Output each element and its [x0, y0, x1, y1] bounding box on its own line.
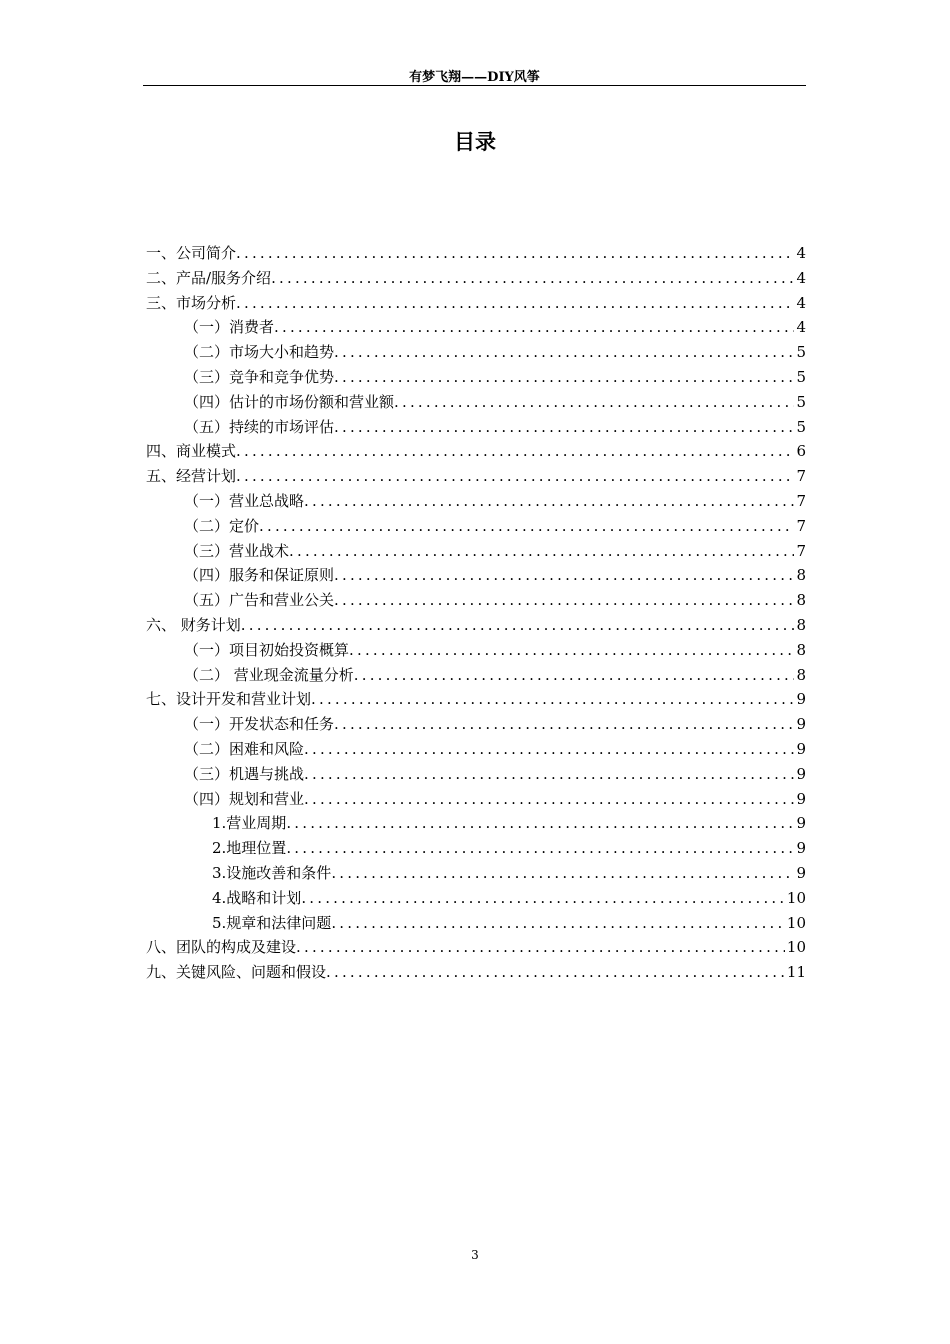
- toc-entry-page: 4: [796, 244, 806, 262]
- toc-entry[interactable]: [146, 464, 806, 489]
- toc-entry-title: （一）营业总战略: [184, 491, 305, 510]
- toc-dot-leader: [334, 712, 794, 737]
- toc-entry-page: 9: [796, 789, 806, 808]
- toc-dot-leader: [271, 266, 794, 291]
- toc-entry[interactable]: [146, 613, 806, 638]
- toc-dot-leader: [274, 315, 794, 340]
- toc-entry-title: （四）规划和营业: [184, 789, 305, 808]
- toc-entry-title: （一）项目初始投资概算: [184, 640, 350, 659]
- toc-dot-leader: [334, 340, 794, 365]
- toc-dot-leader: [304, 737, 794, 762]
- toc-entry-page: 10: [786, 938, 806, 957]
- toc-entry-page: 5: [796, 343, 806, 362]
- toc-dot-leader: [259, 514, 794, 539]
- toc-entry-title: 五、经营计划: [146, 467, 237, 486]
- toc-dot-leader: [236, 241, 794, 266]
- toc-dot-leader: [331, 861, 794, 886]
- toc-entry-title: （三）营业战术: [184, 541, 290, 560]
- toc-dot-leader: [289, 539, 794, 564]
- toc-entry[interactable]: [146, 588, 806, 613]
- toc-entry-title: （五）持续的市场评估: [184, 417, 335, 436]
- toc-entry-page: 4: [796, 318, 806, 337]
- toc-entry-page: 8: [796, 640, 806, 659]
- toc-entry-title: （二） 营业现金流量分析: [184, 665, 354, 684]
- toc-entry-page: 8: [796, 591, 806, 610]
- toc-entry-title: （四）服务和保证原则: [184, 566, 335, 585]
- toc-entry-title: 1.营业周期: [212, 814, 287, 833]
- toc-entry-page: 9: [796, 863, 806, 882]
- toc-entry[interactable]: [146, 886, 806, 911]
- toc-entry-title: （三）竞争和竞争优势: [184, 367, 335, 386]
- toc-entry-page: 9: [796, 715, 806, 734]
- toc-entry-title: （三）机遇与挑战: [184, 764, 305, 783]
- toc-dot-leader: [236, 464, 794, 489]
- toc-dot-leader: [301, 886, 785, 911]
- table-of-contents: [146, 241, 806, 985]
- toc-dot-leader: [349, 638, 794, 663]
- toc-entry-page: 6: [796, 442, 806, 461]
- toc-entry-page: 5: [796, 367, 806, 386]
- toc-entry-title: （四）估计的市场份额和营业额: [184, 392, 395, 411]
- toc-entry-page: 9: [796, 764, 806, 783]
- toc-entry[interactable]: [146, 787, 806, 812]
- toc-entry-title: 八、团队的构成及建设: [146, 938, 297, 957]
- toc-entry[interactable]: [146, 861, 806, 886]
- toc-entry-title: 4.战略和计划: [212, 888, 302, 907]
- toc-dot-leader: [334, 415, 794, 440]
- toc-entry[interactable]: [146, 563, 806, 588]
- toc-entry-page: 8: [796, 566, 806, 585]
- toc-entry-title: 一、公司简介: [146, 244, 237, 262]
- toc-dot-leader: [304, 762, 794, 787]
- toc-dot-leader: [354, 663, 795, 688]
- toc-entry-title: （二）市场大小和趋势: [184, 343, 335, 362]
- toc-entry[interactable]: [146, 390, 806, 415]
- toc-entry-title: 二、产品/服务介绍: [146, 268, 272, 287]
- toc-entry[interactable]: [146, 241, 806, 266]
- toc-dot-leader: [331, 911, 785, 936]
- toc-entry[interactable]: [146, 514, 806, 539]
- toc-dot-leader: [326, 960, 785, 985]
- toc-dot-leader: [286, 811, 794, 836]
- toc-dot-leader: [304, 787, 794, 812]
- toc-entry-title: 三、市场分析: [146, 293, 237, 312]
- toc-entry[interactable]: [146, 315, 806, 340]
- toc-entry-page: 10: [786, 888, 806, 907]
- toc-entry-title: 3.设施改善和条件: [212, 863, 332, 882]
- toc-entry-title: （二）困难和风险: [184, 739, 305, 758]
- toc-entry[interactable]: [146, 539, 806, 564]
- toc-entry-title: （一）消费者: [184, 318, 275, 337]
- toc-entry-page: 9: [796, 690, 806, 709]
- toc-entry[interactable]: [146, 489, 806, 514]
- toc-entry[interactable]: [146, 266, 806, 291]
- toc-entry-page: 8: [796, 615, 806, 634]
- toc-entry[interactable]: [146, 911, 806, 936]
- toc-entry-page: 4: [796, 268, 806, 287]
- toc-entry-title: 九、关键风险、问题和假设: [146, 963, 327, 982]
- toc-entry-page: 9: [796, 814, 806, 833]
- toc-entry-page: 9: [796, 739, 806, 758]
- toc-entry-title: 5.规章和法律问题: [212, 913, 332, 932]
- toc-entry-page: 10: [786, 913, 806, 932]
- toc-entry[interactable]: [146, 638, 806, 663]
- toc-entry-title: 2.地理位置: [212, 839, 287, 858]
- toc-entry[interactable]: [146, 712, 806, 737]
- toc-entry-page: 4: [796, 293, 806, 312]
- toc-entry-title: （五）广告和营业公关: [184, 591, 335, 610]
- toc-entry-page: 9: [796, 839, 806, 858]
- toc-entry-title: 六、 财务计划: [146, 615, 241, 634]
- toc-dot-leader: [236, 291, 794, 316]
- toc-entry-page: 11: [786, 963, 806, 982]
- toc-entry-page: 7: [796, 491, 806, 510]
- toc-entry[interactable]: [146, 811, 806, 836]
- toc-entry[interactable]: [146, 935, 806, 960]
- toc-entry[interactable]: [146, 340, 806, 365]
- toc-entry[interactable]: [146, 737, 806, 762]
- toc-entry-title: 四、商业模式: [146, 442, 237, 461]
- toc-dot-leader: [304, 489, 794, 514]
- toc-entry-title: 七、设计开发和营业计划: [146, 690, 312, 709]
- toc-entry-page: 7: [796, 467, 806, 486]
- toc-entry[interactable]: [146, 687, 806, 712]
- toc-entry[interactable]: [146, 762, 806, 787]
- running-header: 有梦飞翔——DIY风筝: [409, 70, 540, 85]
- toc-entry[interactable]: [146, 663, 806, 688]
- toc-entry-page: 5: [796, 417, 806, 436]
- toc-entry[interactable]: [146, 836, 806, 861]
- toc-dot-leader: [311, 687, 794, 712]
- toc-dot-leader: [334, 563, 794, 588]
- toc-dot-leader: [394, 390, 794, 415]
- toc-entry-page: 8: [796, 665, 806, 684]
- toc-dot-leader: [241, 613, 795, 638]
- toc-dot-leader: [334, 365, 794, 390]
- toc-entry-page: 7: [796, 541, 806, 560]
- toc-entry[interactable]: [146, 365, 806, 390]
- toc-entry-page: 7: [796, 516, 806, 535]
- toc-entry-title: （二）定价: [184, 516, 260, 535]
- toc-entry[interactable]: [146, 960, 806, 985]
- toc-entry[interactable]: [146, 439, 806, 464]
- toc-dot-leader: [334, 588, 794, 613]
- toc-dot-leader: [286, 836, 794, 861]
- toc-heading: 目录: [454, 130, 496, 154]
- toc-entry-page: 5: [796, 392, 806, 411]
- toc-entry-title: （一）开发状态和任务: [184, 715, 335, 734]
- page-number: 3: [471, 1248, 479, 1262]
- toc-entry[interactable]: [146, 415, 806, 440]
- toc-dot-leader: [296, 935, 785, 960]
- toc-dot-leader: [236, 439, 794, 464]
- toc-entry[interactable]: [146, 291, 806, 316]
- header-divider: [143, 85, 806, 86]
